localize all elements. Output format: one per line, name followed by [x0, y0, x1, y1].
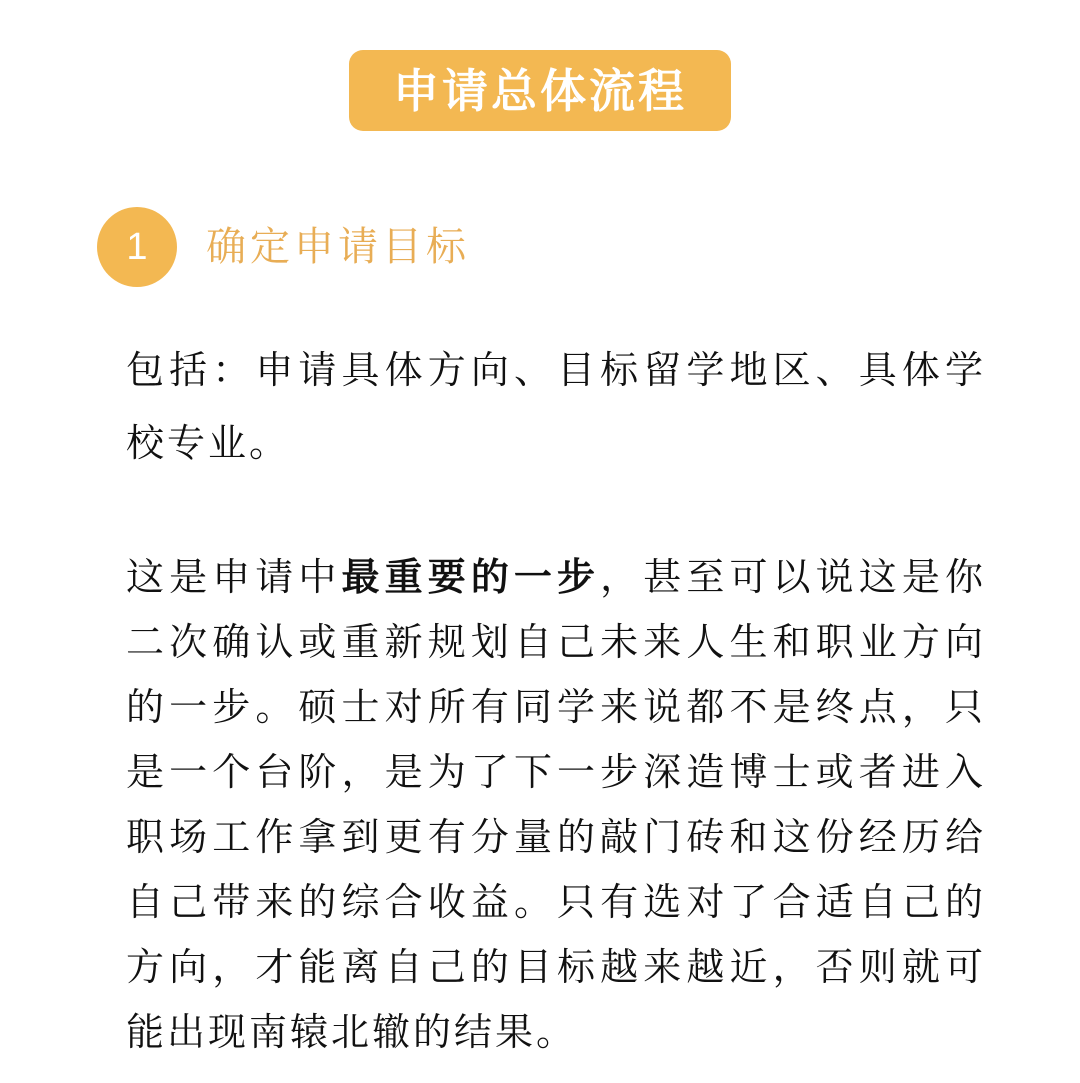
- paragraph-importance-lead: 这是申请中: [126, 555, 342, 599]
- section-title-badge: [349, 50, 731, 131]
- paragraph-importance: [126, 545, 986, 1065]
- paragraph-scope: 包括：申请具体方向、目标留学地区、具体学校专业。: [126, 348, 986, 465]
- paragraph-importance-body: ，甚至可以说这是你二次确认或重新规划自己未来人生和职业方向的一步。硕士对所有同学来说都不是终点，只是一个台阶，是为了下一步深造博士或者进入职场工作拿到更有分量的敲门砖和这份经历给自己带来的综合收益。只有选对了合适自己的方向，才能离自己的目标越来越近，否则就可能出现南辕北辙的结果。: [126, 555, 986, 1054]
- emphasis-text: 最重要的一步: [341, 555, 601, 599]
- step-title: 确定申请目标: [206, 224, 470, 270]
- step-number-badge: 1: [97, 207, 177, 287]
- step-heading: [97, 207, 470, 287]
- section-title: 申请总体流程: [393, 63, 687, 118]
